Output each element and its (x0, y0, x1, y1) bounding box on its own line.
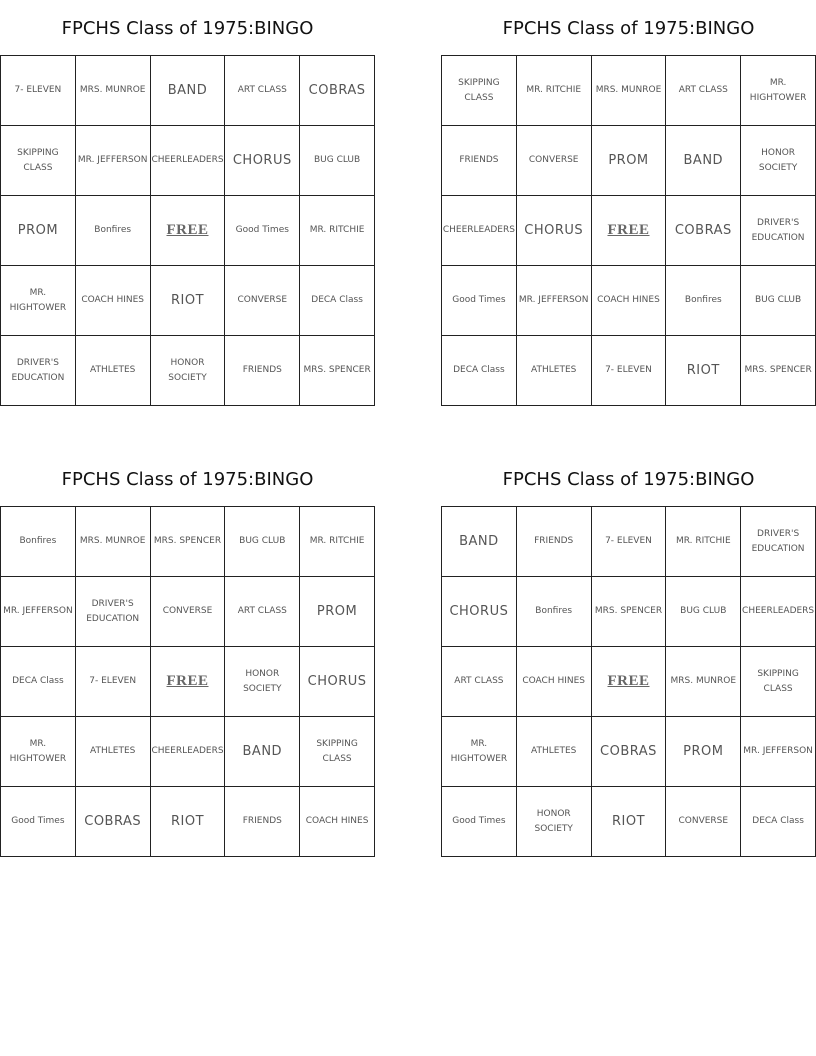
bingo-cell: PROM (1, 196, 76, 266)
bingo-cell: MR. RITCHIE (517, 56, 592, 126)
free-space-cell: FREE (151, 647, 226, 717)
bingo-cell: FRIENDS (517, 507, 592, 577)
bingo-cell: CONVERSE (666, 787, 741, 857)
bingo-cell: MRS. MUNROE (666, 647, 741, 717)
bingo-cell: ART CLASS (442, 647, 517, 717)
bingo-cell: BAND (151, 56, 226, 126)
bingo-cell: HONOR SOCIETY (225, 647, 300, 717)
free-space-cell: FREE (592, 647, 667, 717)
bingo-cell: MR. HIGHTOWER (741, 56, 816, 126)
bingo-cell: DECA Class (741, 787, 816, 857)
bingo-cell: SKIPPING CLASS (741, 647, 816, 717)
bingo-cell: DRIVER'S EDUCATION (1, 336, 76, 406)
bingo-cell: BUG CLUB (666, 577, 741, 647)
bingo-cell: MRS. MUNROE (76, 507, 151, 577)
bingo-cell: HONOR SOCIETY (741, 126, 816, 196)
bingo-cell: PROM (666, 717, 741, 787)
bingo-grid (441, 506, 816, 857)
bingo-cell: ATHLETES (76, 336, 151, 406)
bingo-cell: SKIPPING CLASS (442, 56, 517, 126)
bingo-cell: MR. JEFFERSON (741, 717, 816, 787)
bingo-cell: COBRAS (592, 717, 667, 787)
bingo-cell: MRS. SPENCER (151, 507, 226, 577)
bingo-cell: FRIENDS (442, 126, 517, 196)
bingo-cell: CONVERSE (517, 126, 592, 196)
free-space-cell: FREE (592, 196, 667, 266)
bingo-cell: BUG CLUB (225, 507, 300, 577)
bingo-cell: 7- ELEVEN (76, 647, 151, 717)
bingo-cell: Bonfires (1, 507, 76, 577)
bingo-grid (441, 55, 816, 406)
bingo-cell: MR. RITCHIE (666, 507, 741, 577)
card-title: FPCHS Class of 1975:BINGO (61, 468, 314, 490)
bingo-cell: COBRAS (300, 56, 375, 126)
bingo-cell: DECA Class (1, 647, 76, 717)
bingo-cell: FRIENDS (225, 336, 300, 406)
bingo-cell: COACH HINES (76, 266, 151, 336)
bingo-grid (0, 55, 375, 406)
bingo-cell: PROM (300, 577, 375, 647)
bingo-cell: SKIPPING CLASS (300, 717, 375, 787)
card-title: FPCHS Class of 1975:BINGO (502, 17, 755, 39)
bingo-cell: DECA Class (442, 336, 517, 406)
bingo-cell: DECA Class (300, 266, 375, 336)
bingo-cell: MR. HIGHTOWER (1, 266, 76, 336)
bingo-cell: SKIPPING CLASS (1, 126, 76, 196)
bingo-cell: Good Times (225, 196, 300, 266)
bingo-cell: Good Times (442, 787, 517, 857)
bingo-cell: ATHLETES (517, 717, 592, 787)
card-title: FPCHS Class of 1975:BINGO (61, 17, 314, 39)
bingo-cell: MR. JEFFERSON (517, 266, 592, 336)
bingo-cell: DRIVER'S EDUCATION (76, 577, 151, 647)
bingo-cell: HONOR SOCIETY (517, 787, 592, 857)
bingo-cell: Bonfires (666, 266, 741, 336)
bingo-cell: MR. JEFFERSON (76, 126, 151, 196)
bingo-cell: COACH HINES (592, 266, 667, 336)
bingo-cell: RIOT (592, 787, 667, 857)
bingo-grid (0, 506, 375, 857)
free-space-cell: FREE (151, 196, 226, 266)
bingo-cell: Good Times (442, 266, 517, 336)
bingo-cell: ART CLASS (666, 56, 741, 126)
bingo-cell: CONVERSE (225, 266, 300, 336)
bingo-cell: BAND (225, 717, 300, 787)
bingo-cell: BAND (442, 507, 517, 577)
bingo-cell: ART CLASS (225, 56, 300, 126)
bingo-cell: DRIVER'S EDUCATION (741, 196, 816, 266)
bingo-cell: MRS. MUNROE (76, 56, 151, 126)
bingo-cell: CONVERSE (151, 577, 226, 647)
bingo-cell: MR. RITCHIE (300, 507, 375, 577)
bingo-cell: BUG CLUB (741, 266, 816, 336)
bingo-cell: FRIENDS (225, 787, 300, 857)
bingo-cell: Bonfires (76, 196, 151, 266)
bingo-cell: CHEERLEADERS (741, 577, 816, 647)
bingo-cell: RIOT (151, 266, 226, 336)
bingo-cell: COACH HINES (517, 647, 592, 717)
bingo-cell: COACH HINES (300, 787, 375, 857)
bingo-cell: ATHLETES (517, 336, 592, 406)
bingo-cell: BUG CLUB (300, 126, 375, 196)
bingo-cell: Bonfires (517, 577, 592, 647)
bingo-cell: PROM (592, 126, 667, 196)
bingo-cell: RIOT (151, 787, 226, 857)
bingo-cell: CHORUS (300, 647, 375, 717)
bingo-cell: CHEERLEADERS (151, 717, 226, 787)
bingo-cell: MR. HIGHTOWER (442, 717, 517, 787)
bingo-cell: 7- ELEVEN (592, 507, 667, 577)
bingo-cell: 7- ELEVEN (592, 336, 667, 406)
bingo-cell: CHEERLEADERS (442, 196, 517, 266)
bingo-cell: ART CLASS (225, 577, 300, 647)
bingo-cell: CHEERLEADERS (151, 126, 226, 196)
card-title: FPCHS Class of 1975:BINGO (502, 468, 755, 490)
bingo-cell: COBRAS (666, 196, 741, 266)
bingo-cell: CHORUS (225, 126, 300, 196)
bingo-cell: MR. RITCHIE (300, 196, 375, 266)
bingo-cell: CHORUS (442, 577, 517, 647)
bingo-cell: MRS. SPENCER (592, 577, 667, 647)
bingo-cell: DRIVER'S EDUCATION (741, 507, 816, 577)
bingo-cell: RIOT (666, 336, 741, 406)
bingo-cell: MRS. MUNROE (592, 56, 667, 126)
bingo-cell: ATHLETES (76, 717, 151, 787)
bingo-cell: MRS. SPENCER (300, 336, 375, 406)
bingo-cell: MR. HIGHTOWER (1, 717, 76, 787)
bingo-cell: CHORUS (517, 196, 592, 266)
bingo-cell: MR. JEFFERSON (1, 577, 76, 647)
bingo-cell: HONOR SOCIETY (151, 336, 226, 406)
bingo-cell: 7- ELEVEN (1, 56, 76, 126)
bingo-cell: Good Times (1, 787, 76, 857)
bingo-cell: COBRAS (76, 787, 151, 857)
bingo-cell: BAND (666, 126, 741, 196)
bingo-cell: MRS. SPENCER (741, 336, 816, 406)
